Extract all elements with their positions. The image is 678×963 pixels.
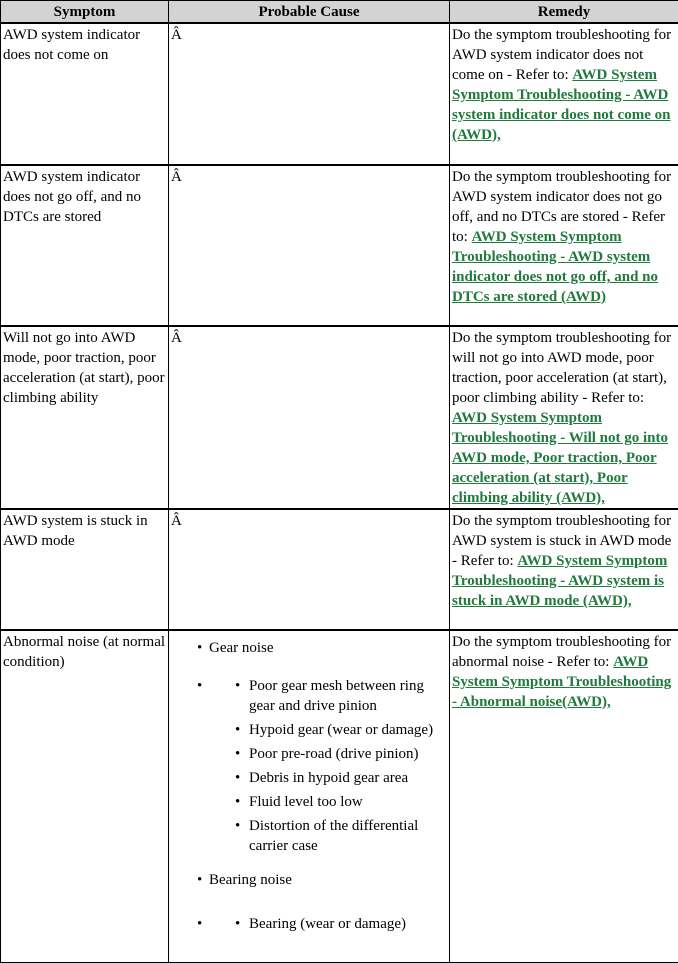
cause-item: Distortion of the differential carrier case (249, 818, 418, 854)
list-item (171, 914, 448, 934)
cause-list (171, 638, 448, 934)
cause-item: Poor gear mesh between ring gear and drive pinion (249, 678, 424, 714)
list-item (171, 816, 448, 856)
bullet-disc-icon: • (235, 744, 240, 764)
remedy-cell (450, 509, 678, 630)
symptom-cell: AWD system indicator does not go off, and no DTCs are stored (1, 165, 169, 326)
header-row (1, 1, 678, 24)
list-item (171, 870, 448, 890)
bullet-disc-icon: • (197, 638, 202, 658)
header-remedy: Remedy (450, 1, 678, 24)
list-item (171, 768, 448, 788)
cause-item: Debris in hypoid gear area (249, 770, 408, 786)
bullet-disc-icon: • (197, 914, 202, 934)
cause-item: Fluid level too low (249, 794, 363, 810)
remedy-link[interactable]: AWD System Symptom Troubleshooting - Will not go into AWD mode, Poor traction, Poor acceleration (at start), Poor climbing ability (AWD), (452, 410, 668, 506)
remedy-link[interactable]: AWD System Symptom Troubleshooting - AWD system is stuck in AWD mode (AWD), (452, 553, 667, 609)
cause-cell: Â (169, 165, 450, 326)
bullet-disc-icon: • (235, 816, 240, 836)
cause-item: Bearing (wear or damage) (249, 916, 406, 932)
remedy-text: Do the symptom troubleshooting for will not go into AWD mode, poor traction, poor acceleration (at start), poor climbing ability - Refer to: (452, 330, 671, 406)
remedy-text: Do the symptom troubleshooting for AWD system indicator does not come on - Refer to: (452, 27, 671, 83)
bullet-disc-icon: • (235, 720, 240, 740)
symptom-cell: Abnormal noise (at normal condition) (1, 630, 169, 963)
remedy-text: Do the symptom troubleshooting for AWD system is stuck in AWD mode - Refer to: (452, 513, 671, 569)
symptom-cell: AWD system indicator does not come on (1, 23, 169, 165)
table-row (1, 630, 678, 963)
bullet-disc-icon: • (235, 768, 240, 788)
list-item (171, 792, 448, 812)
gear-noise-sublist (171, 676, 448, 856)
remedy-cell (450, 23, 678, 165)
list-item (171, 744, 448, 764)
remedy-cell (450, 630, 678, 963)
table-row (1, 509, 678, 630)
remedy-cell (450, 326, 678, 509)
bearing-noise-label: Bearing noise (209, 872, 292, 888)
header-probable-cause: Probable Cause (169, 1, 450, 24)
bullet-disc-icon: • (235, 914, 240, 934)
gear-noise-label: Gear noise (209, 640, 274, 656)
bullet-disc-icon: • (235, 676, 240, 696)
cause-cell: Â (169, 326, 450, 509)
list-item (171, 638, 448, 658)
remedy-text: Do the symptom troubleshooting for AWD system indicator does not go off, and no DTCs are stored - Refer to: (452, 169, 671, 245)
remedy-cell (450, 165, 678, 326)
table-row (1, 326, 678, 509)
table-row (1, 165, 678, 326)
remedy-link[interactable]: AWD System Symptom Troubleshooting - AWD system indicator does not go off, and no DTCs are stored (AWD) (452, 229, 658, 305)
cause-cell: Â (169, 23, 450, 165)
list-item (171, 676, 448, 716)
bullet-disc-icon: • (197, 676, 202, 696)
symptom-cell: AWD system is stuck in AWD mode (1, 509, 169, 630)
bearing-noise-sublist (171, 914, 448, 934)
remedy-text: Do the symptom troubleshooting for abnormal noise - Refer to: (452, 634, 671, 670)
list-item (171, 676, 448, 856)
table-row (1, 23, 678, 165)
list-item (171, 720, 448, 740)
cause-cell (169, 630, 450, 963)
remedy-link[interactable]: AWD System Symptom Troubleshooting - AWD system indicator does not come on (AWD), (452, 67, 670, 143)
symptom-cell: Will not go into AWD mode, poor traction, poor acceleration (at start), poor climbing ability (1, 326, 169, 509)
bullet-disc-icon: • (197, 870, 202, 890)
remedy-link[interactable]: AWD System Symptom Troubleshooting - Abnormal noise(AWD), (452, 654, 671, 710)
cause-item: Hypoid gear (wear or damage) (249, 722, 433, 738)
bullet-disc-icon: • (235, 792, 240, 812)
cause-cell: Â (169, 509, 450, 630)
header-symptom: Symptom (1, 1, 169, 24)
cause-item: Poor pre-road (drive pinion) (249, 746, 419, 762)
list-item (171, 914, 448, 934)
